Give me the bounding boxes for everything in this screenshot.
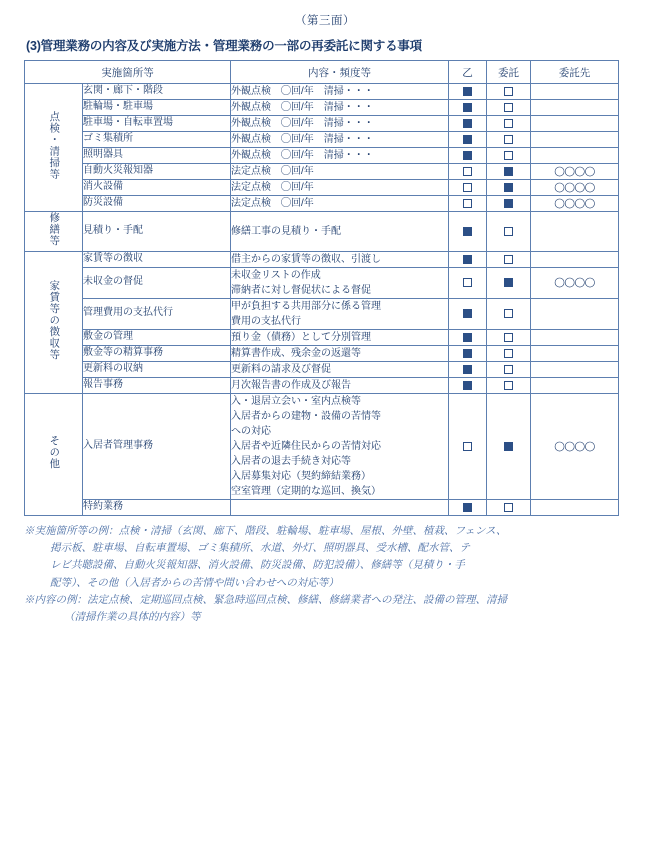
checkbox-unchecked[interactable] [504, 135, 513, 144]
row-otsu-checkbox[interactable] [449, 345, 487, 361]
row-description: 外観点検 ◯回/年 清掃・・・ [231, 84, 449, 100]
table-row [25, 377, 619, 393]
table-row [25, 267, 619, 298]
row-destination [531, 84, 619, 100]
checkbox-checked[interactable] [463, 349, 472, 358]
group-label: 点検・清掃等 [25, 84, 83, 212]
row-description: 外観点検 ◯回/年 清掃・・・ [231, 116, 449, 132]
header-otsu: 乙 [449, 61, 487, 84]
row-description: 外観点検 ◯回/年 清掃・・・ [231, 100, 449, 116]
row-description [231, 499, 449, 515]
row-description: 預り金（債務）として分別管理 [231, 329, 449, 345]
note-line: 配等）、その他（入居者からの苦情や問い合わせへの対応等） [50, 576, 339, 589]
checkbox-unchecked[interactable] [463, 442, 472, 451]
checkbox-unchecked[interactable] [504, 227, 513, 236]
checkbox-unchecked[interactable] [504, 365, 513, 374]
row-entrust-checkbox[interactable] [487, 148, 531, 164]
checkbox-checked[interactable] [463, 365, 472, 374]
row-destination [531, 132, 619, 148]
row-entrust-checkbox[interactable] [487, 499, 531, 515]
row-otsu-checkbox[interactable] [449, 393, 487, 499]
row-otsu-checkbox[interactable] [449, 116, 487, 132]
row-otsu-checkbox[interactable] [449, 132, 487, 148]
row-destination: ◯◯◯◯ [531, 393, 619, 499]
checkbox-checked[interactable] [504, 199, 513, 208]
row-description: 未収金リストの作成 滞納者に対し督促状による督促 [231, 267, 449, 298]
row-destination: ◯◯◯◯ [531, 180, 619, 196]
row-place: 自動火災報知器 [83, 164, 231, 180]
row-description: 外観点検 ◯回/年 清掃・・・ [231, 132, 449, 148]
row-place: 見積り・手配 [83, 212, 231, 252]
checkbox-checked[interactable] [463, 135, 472, 144]
table-row [25, 132, 619, 148]
table-header-row [25, 61, 619, 84]
checkbox-unchecked[interactable] [504, 333, 513, 342]
row-destination [531, 377, 619, 393]
checkbox-checked[interactable] [463, 333, 472, 342]
row-place: 特約業務 [83, 499, 231, 515]
checkbox-checked[interactable] [463, 87, 472, 96]
row-otsu-checkbox[interactable] [449, 212, 487, 252]
note-paragraph [24, 592, 626, 627]
row-place: 未収金の督促 [83, 267, 231, 298]
note-line: ※内容の例：法定点検、定期巡回点検、緊急時巡回点検、修繕、修繕業者への発注、設備の管理、清掃 [24, 593, 507, 606]
row-entrust-checkbox[interactable] [487, 267, 531, 298]
row-entrust-checkbox[interactable] [487, 298, 531, 329]
note-line: レビ共聴設備、自動火災報知器、消火設備、防災設備、防犯設備）、修繕等（見積り・手 [50, 559, 465, 572]
row-entrust-checkbox[interactable] [487, 84, 531, 100]
group-label: 家賃等の徴収等 [25, 251, 83, 393]
row-otsu-checkbox[interactable] [449, 180, 487, 196]
row-entrust-checkbox[interactable] [487, 100, 531, 116]
row-place: 更新料の収納 [83, 361, 231, 377]
checkbox-checked[interactable] [504, 442, 513, 451]
header-desc: 内容・頻度等 [231, 61, 449, 84]
checkbox-unchecked[interactable] [463, 167, 472, 176]
row-otsu-checkbox[interactable] [449, 361, 487, 377]
row-place: 管理費用の支払代行 [83, 298, 231, 329]
checkbox-checked[interactable] [463, 255, 472, 264]
row-destination [531, 345, 619, 361]
table-row [25, 116, 619, 132]
management-services-table [24, 60, 619, 516]
row-entrust-checkbox[interactable] [487, 116, 531, 132]
row-entrust-checkbox[interactable] [487, 361, 531, 377]
checkbox-checked[interactable] [463, 381, 472, 390]
row-place: 家賃等の徴収 [83, 251, 231, 267]
row-otsu-checkbox[interactable] [449, 499, 487, 515]
row-description: 月次報告書の作成及び報告 [231, 377, 449, 393]
checkbox-unchecked[interactable] [463, 183, 472, 192]
table-row [25, 84, 619, 100]
note-line: 掲示板、駐車場、自転車置場、ゴミ集積所、水道、外灯、照明器具、受水槽、配水管、テ [50, 541, 470, 554]
row-otsu-checkbox[interactable] [449, 148, 487, 164]
row-destination [531, 298, 619, 329]
row-description: 修繕工事の見積り・手配 [231, 212, 449, 252]
note-line: （清掃作業の具体的内容）等 [64, 611, 201, 624]
row-description: 入・退居立会い・室内点検等 入居者からの建物・設備の苦情等 への対応 入居者や近隣住民からの苦情対応 入居者の退去手続き対応等 入居募集対応（契約締結業務） 空室管理（定期的な巡回、換気） [231, 393, 449, 499]
row-destination [531, 361, 619, 377]
row-destination [531, 212, 619, 252]
checkbox-unchecked[interactable] [504, 151, 513, 160]
checkbox-unchecked[interactable] [504, 119, 513, 128]
table-row [25, 148, 619, 164]
note-paragraph [24, 523, 626, 592]
row-otsu-checkbox[interactable] [449, 196, 487, 212]
row-description: 法定点検 ◯回/年 [231, 196, 449, 212]
checkbox-unchecked[interactable] [504, 103, 513, 112]
row-destination: ◯◯◯◯ [531, 196, 619, 212]
row-description: 甲が負担する共用部分に係る管理 費用の支払代行 [231, 298, 449, 329]
checkbox-checked[interactable] [463, 227, 472, 236]
row-description: 法定点検 ◯回/年 [231, 164, 449, 180]
checkbox-unchecked[interactable] [504, 87, 513, 96]
row-place: 駐車場・自転車置場 [83, 116, 231, 132]
checkbox-checked[interactable] [463, 503, 472, 512]
row-destination [531, 116, 619, 132]
row-entrust-checkbox[interactable] [487, 196, 531, 212]
row-destination: ◯◯◯◯ [531, 267, 619, 298]
group-label: その他 [25, 393, 83, 515]
checkbox-unchecked[interactable] [504, 381, 513, 390]
row-destination [531, 148, 619, 164]
section-title: (3)管理業務の内容及び実施方法・管理業務の一部の再委託に関する事項 [26, 39, 422, 53]
row-destination [531, 251, 619, 267]
row-place: 駐輪場・駐車場 [83, 100, 231, 116]
row-entrust-checkbox[interactable] [487, 329, 531, 345]
row-entrust-checkbox[interactable] [487, 345, 531, 361]
row-place: 敷金の管理 [83, 329, 231, 345]
row-otsu-checkbox[interactable] [449, 298, 487, 329]
note-line: ※実施箇所等の例：点検・清掃（玄関、廊下、階段、駐輪場、駐車場、屋根、外壁、植栽、フェンス、 [24, 524, 507, 537]
row-description: 借主からの家賃等の徴収、引渡し [231, 251, 449, 267]
table-row [25, 196, 619, 212]
table-row [25, 393, 619, 499]
checkbox-unchecked[interactable] [504, 255, 513, 264]
checkbox-checked[interactable] [463, 103, 472, 112]
table-row [25, 298, 619, 329]
checkbox-checked[interactable] [504, 167, 513, 176]
checkbox-unchecked[interactable] [463, 278, 472, 287]
row-place: 防災設備 [83, 196, 231, 212]
row-entrust-checkbox[interactable] [487, 132, 531, 148]
table-row [25, 329, 619, 345]
header-destination: 委託先 [531, 61, 619, 84]
table-body [25, 84, 619, 516]
row-entrust-checkbox[interactable] [487, 164, 531, 180]
row-otsu-checkbox[interactable] [449, 377, 487, 393]
row-otsu-checkbox[interactable] [449, 84, 487, 100]
checkbox-checked[interactable] [504, 278, 513, 287]
row-place: 敷金等の精算事務 [83, 345, 231, 361]
checkbox-checked[interactable] [463, 119, 472, 128]
checkbox-checked[interactable] [463, 309, 472, 318]
row-place: 報告事務 [83, 377, 231, 393]
row-description: 外観点検 ◯回/年 清掃・・・ [231, 148, 449, 164]
checkbox-unchecked[interactable] [504, 349, 513, 358]
row-place: 入居者管理事務 [83, 393, 231, 499]
page-marker: （第三面） [295, 15, 355, 27]
notes-block [24, 523, 626, 627]
row-entrust-checkbox[interactable] [487, 212, 531, 252]
checkbox-unchecked[interactable] [504, 309, 513, 318]
row-description: 法定点検 ◯回/年 [231, 180, 449, 196]
row-description: 更新料の請求及び督促 [231, 361, 449, 377]
header-entrust: 委託 [487, 61, 531, 84]
table-row [25, 212, 619, 252]
checkbox-unchecked[interactable] [463, 199, 472, 208]
row-place: 消火設備 [83, 180, 231, 196]
row-otsu-checkbox[interactable] [449, 164, 487, 180]
row-place: 玄関・廊下・階段 [83, 84, 231, 100]
row-otsu-checkbox[interactable] [449, 251, 487, 267]
row-destination [531, 329, 619, 345]
table-row [25, 100, 619, 116]
table-row [25, 499, 619, 515]
table-row [25, 164, 619, 180]
row-place: ゴミ集積所 [83, 132, 231, 148]
checkbox-unchecked[interactable] [504, 503, 513, 512]
row-description: 精算書作成、残余金の返還等 [231, 345, 449, 361]
header-place: 実施箇所等 [25, 61, 231, 84]
group-label: 修繕等 [25, 212, 83, 252]
table-row [25, 345, 619, 361]
row-destination [531, 499, 619, 515]
row-otsu-checkbox[interactable] [449, 100, 487, 116]
table-row [25, 180, 619, 196]
row-entrust-checkbox[interactable] [487, 377, 531, 393]
row-destination [531, 100, 619, 116]
checkbox-checked[interactable] [504, 183, 513, 192]
row-destination: ◯◯◯◯ [531, 164, 619, 180]
row-entrust-checkbox[interactable] [487, 180, 531, 196]
row-otsu-checkbox[interactable] [449, 329, 487, 345]
table-row [25, 251, 619, 267]
row-entrust-checkbox[interactable] [487, 393, 531, 499]
row-entrust-checkbox[interactable] [487, 251, 531, 267]
checkbox-checked[interactable] [463, 151, 472, 160]
row-place: 照明器具 [83, 148, 231, 164]
table-row [25, 361, 619, 377]
row-otsu-checkbox[interactable] [449, 267, 487, 298]
